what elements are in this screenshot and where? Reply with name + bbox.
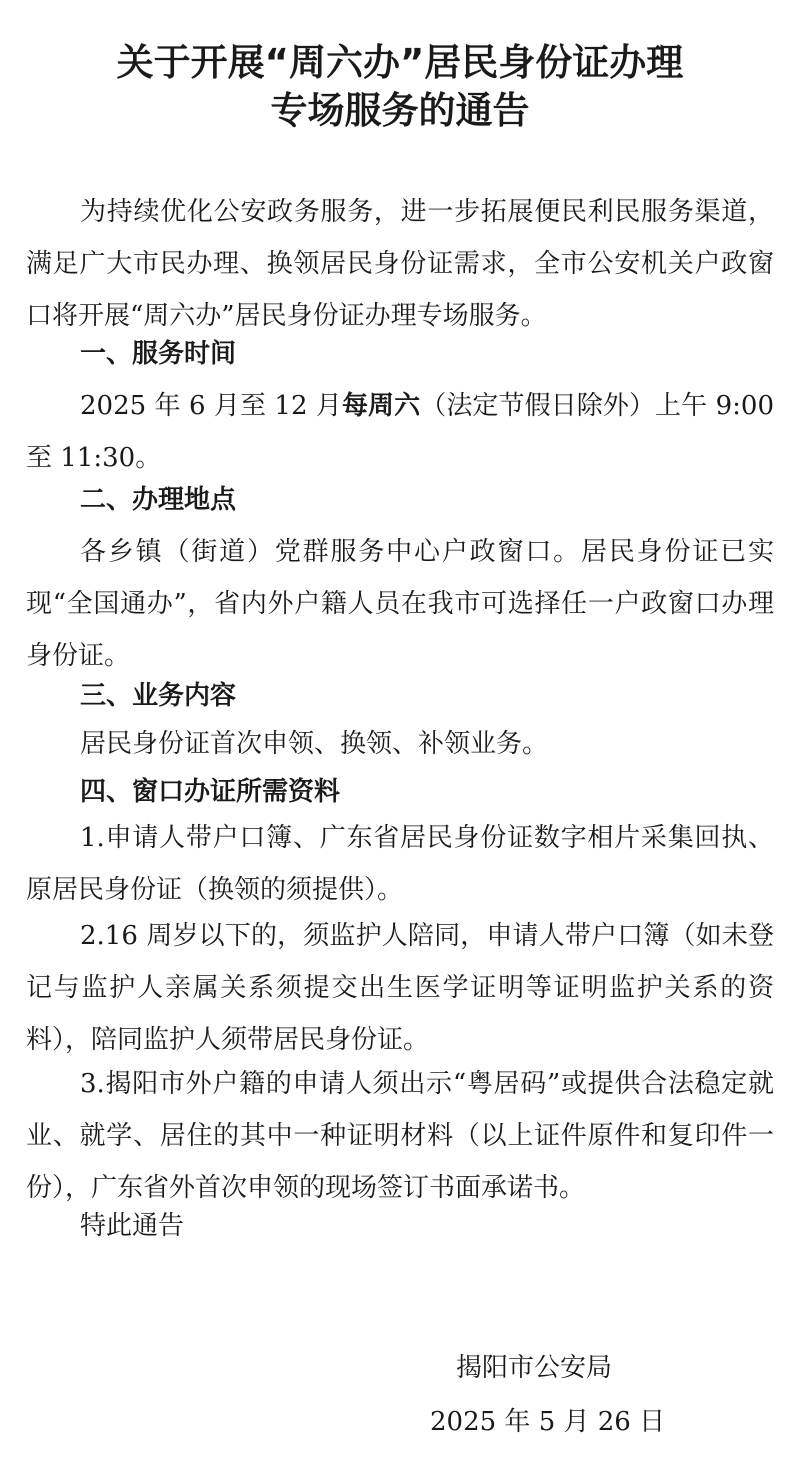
document-title-line-2: 专场服务的通告: [270, 89, 530, 132]
section-heading-materials: 四、窗口办证所需资料: [80, 777, 341, 807]
section-text-content: 居民身份证首次申领、换领、补领业务。: [80, 729, 549, 759]
section-text-place: 各乡镇（街道）党群服务中心户政窗口。居民身份证已实现“全国通办”，省内外户籍人员在我市可选择任一户政窗口办理身份证。: [26, 537, 774, 671]
document-title-line-1: 关于开展“周六办”居民身份证办理: [116, 41, 684, 84]
time-text-after: （法定节假日除外）上午 9:00 至 11:30。: [26, 391, 774, 473]
materials-item-2: 2.16 周岁以下的，须监护人陪同，申请人带户口簿（如未登记与监护人亲属关系须提交出生医学证明等证明监护关系的资料），陪同监护人须带居民身份证。: [26, 921, 774, 1055]
time-text-before: 2025 年 6 月至 12 月: [80, 391, 342, 421]
section-heading-place: 二、办理地点: [80, 485, 237, 515]
section-heading-content: 三、业务内容: [80, 681, 237, 711]
materials-item-1: 1.申请人带户口簿、广东省居民身份证数字相片采集回执、原居民身份证（换领的须提供）。: [26, 823, 774, 905]
signature-date: 2025 年 5 月 26 日: [430, 1407, 666, 1437]
section-heading-time: 一、服务时间: [80, 339, 237, 369]
section-text-time: [26, 380, 774, 484]
signature-organization: 揭阳市公安局: [456, 1353, 613, 1383]
intro-paragraph: 为持续优化公安政务服务，进一步拓展便民利民服务渠道，满足广大市民办理、换领居民身份证需求，全市公安机关户政窗口将开展“周六办”居民身份证办理专场服务。: [26, 197, 774, 331]
closing-text: 特此通告: [80, 1211, 185, 1241]
materials-item-3: 3.揭阳市外户籍的申请人须出示“粤居码”或提供合法稳定就业、就学、居住的其中一种证明材料（以上证件原件和复印件一份），广东省外首次申领的现场签订书面承诺书。: [26, 1069, 774, 1203]
time-text-bold: 每周六: [341, 391, 421, 421]
